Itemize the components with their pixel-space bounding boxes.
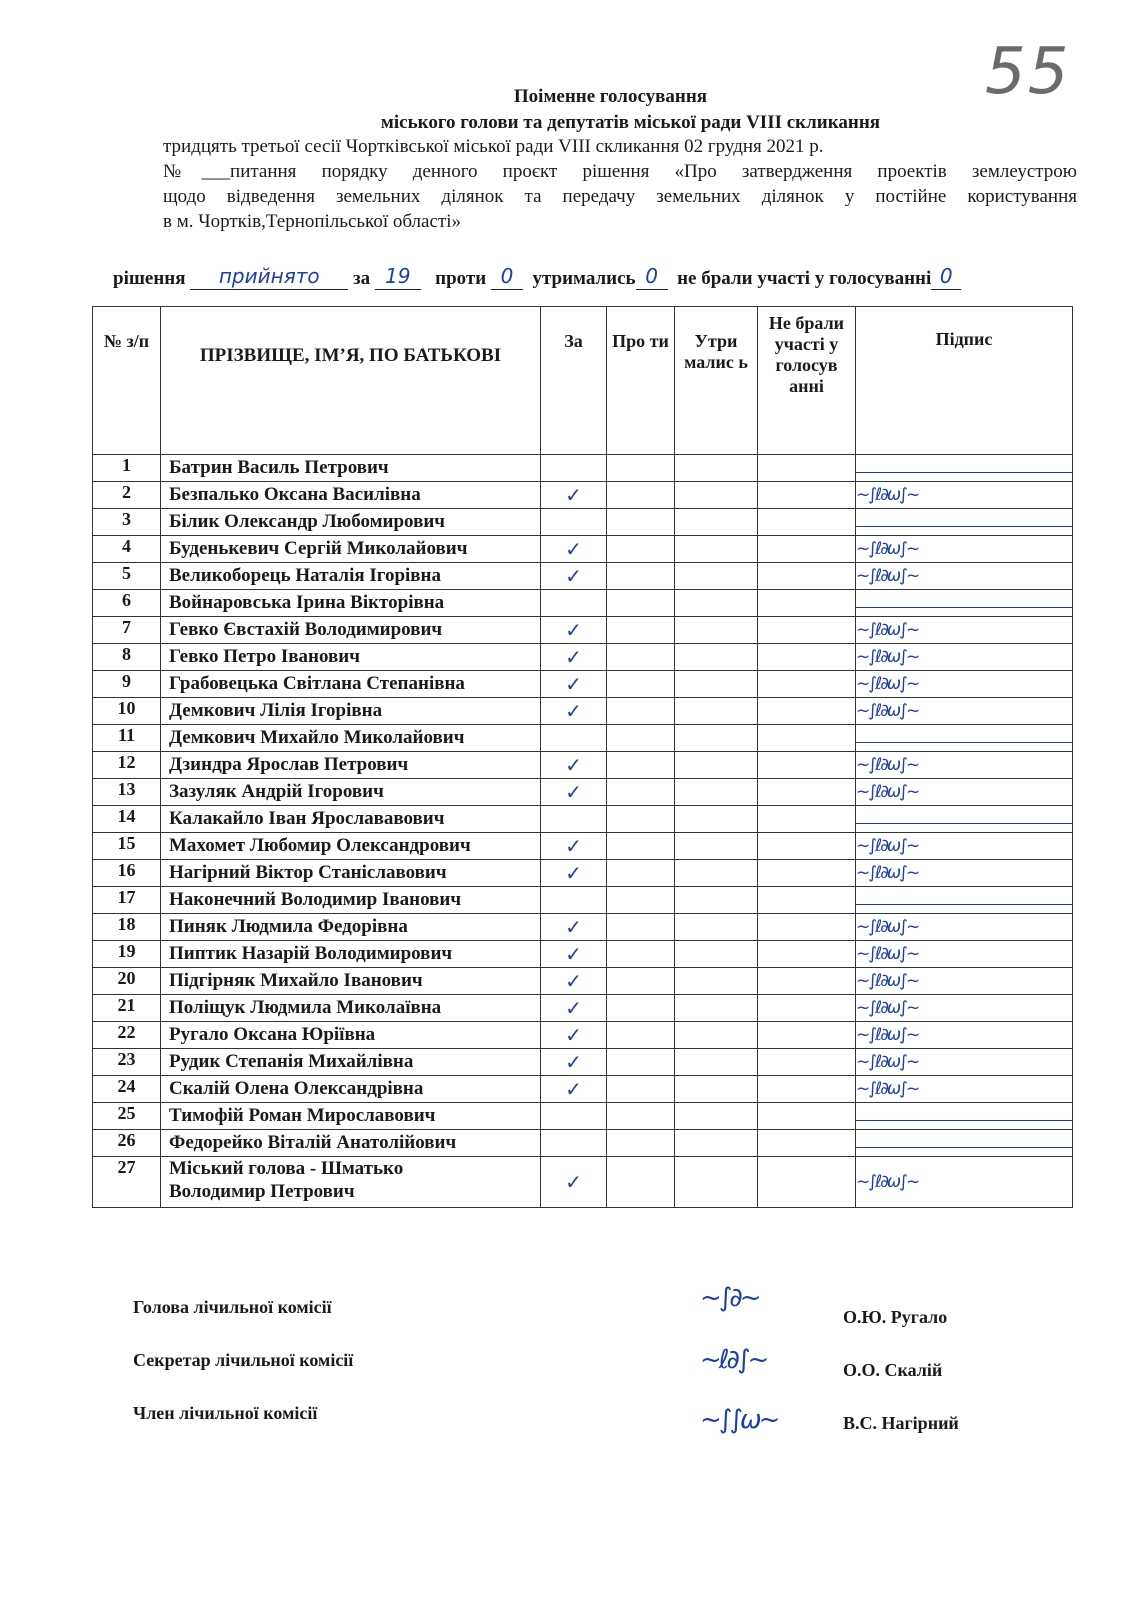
session-line-4: в м. Чортків,Тернопільської області» (163, 211, 461, 232)
table-row (93, 509, 1073, 536)
vote-not-participated-cell (758, 995, 856, 1022)
vote-abstained-cell (675, 1049, 758, 1076)
deputy-name: Скалій Олена Олександрівна (161, 1076, 541, 1103)
check-mark-icon: ✓ (565, 1077, 582, 1101)
check-mark-icon: ✓ (565, 861, 582, 885)
signature-cell: ~∫ℓ∂ω∫~ (856, 644, 1073, 671)
deputy-name: Білик Олександр Любомирович (161, 509, 541, 536)
vote-not-participated-cell (758, 1103, 856, 1130)
vote-for-cell (541, 455, 607, 482)
table-row (93, 644, 1073, 671)
vote-for-cell (541, 1157, 607, 1208)
vote-for-cell (541, 887, 607, 914)
vote-against-cell (607, 887, 675, 914)
vote-for-cell (541, 833, 607, 860)
table-row (93, 914, 1073, 941)
row-number: 9 (93, 671, 161, 698)
vote-not-participated-cell (758, 1049, 856, 1076)
deputy-name: Демкович Михайло Миколайович (161, 725, 541, 752)
document-title: Поіменне голосування (513, 86, 708, 107)
vote-for-cell (541, 644, 607, 671)
header-abstained: Утри малис ь (675, 307, 758, 455)
row-number: 17 (93, 887, 161, 914)
header-num: № з/п (93, 307, 161, 455)
vote-against-cell (607, 860, 675, 887)
deputy-name: Міський голова - Шматько Володимир Петрович (161, 1157, 541, 1208)
row-number: 4 (93, 536, 161, 563)
vote-for-cell (541, 482, 607, 509)
vote-abstained-cell (675, 590, 758, 617)
vote-abstained-cell (675, 509, 758, 536)
deputy-name: Підгірняк Михайло Іванович (161, 968, 541, 995)
deputy-name: Демкович Лілія Ігорівна (161, 698, 541, 725)
table-row (93, 455, 1073, 482)
row-number: 3 (93, 509, 161, 536)
signature-cell: ~∫ℓ∂ω∫~ (856, 752, 1073, 779)
vote-abstained-cell (675, 779, 758, 806)
vote-abstained-cell (675, 644, 758, 671)
vote-not-participated-cell (758, 698, 856, 725)
header-name: ПРІЗВИЩЕ, ІМ’Я, ПО БАТЬКОВІ (161, 307, 541, 455)
table-row (93, 671, 1073, 698)
signature-cell: ~∫ℓ∂ω∫~ (856, 482, 1073, 509)
row-number: 18 (93, 914, 161, 941)
vote-for-cell (541, 617, 607, 644)
deputy-name: Калакайло Іван Ярослававович (161, 806, 541, 833)
member-name: В.С. Нагірний (843, 1413, 959, 1433)
row-number: 7 (93, 617, 161, 644)
row-number: 19 (93, 941, 161, 968)
row-number: 22 (93, 1022, 161, 1049)
row-number: 11 (93, 725, 161, 752)
check-mark-icon: ✓ (565, 969, 582, 993)
deputy-name: Зазуляк Андрій Ігорович (161, 779, 541, 806)
table-row (93, 698, 1073, 725)
signature-cell (856, 590, 1073, 617)
check-mark-icon: ✓ (565, 942, 582, 966)
vote-for-cell (541, 752, 607, 779)
vote-not-participated-cell (758, 914, 856, 941)
vote-abstained-cell (675, 725, 758, 752)
table-row (93, 968, 1073, 995)
vote-against-cell (607, 509, 675, 536)
abstained-count: 0 (636, 265, 668, 290)
check-mark-icon: ✓ (565, 753, 582, 777)
vote-against-cell (607, 698, 675, 725)
row-number: 15 (93, 833, 161, 860)
vote-abstained-cell (675, 914, 758, 941)
row-number: 1 (93, 455, 161, 482)
header-not-participated: Не брали участі у голосув анні (758, 307, 856, 455)
vote-not-participated-cell (758, 617, 856, 644)
check-mark-icon: ✓ (565, 645, 582, 669)
session-description (163, 134, 1077, 234)
votes-table (92, 306, 1073, 1208)
vote-for-cell (541, 779, 607, 806)
table-row (93, 1130, 1073, 1157)
vote-not-participated-cell (758, 1076, 856, 1103)
vote-abstained-cell (675, 806, 758, 833)
signature-cell (856, 887, 1073, 914)
vote-against-cell (607, 806, 675, 833)
vote-against-cell (607, 563, 675, 590)
vote-not-participated-cell (758, 725, 856, 752)
row-number: 26 (93, 1130, 161, 1157)
table-row (93, 536, 1073, 563)
row-number: 2 (93, 482, 161, 509)
deputy-name: Дзиндра Ярослав Петрович (161, 752, 541, 779)
vote-not-participated-cell (758, 1157, 856, 1208)
vote-not-participated-cell (758, 833, 856, 860)
row-number: 13 (93, 779, 161, 806)
vote-abstained-cell (675, 1130, 758, 1157)
deputy-name: Войнаровська Ірина Вікторівна (161, 590, 541, 617)
vote-against-cell (607, 644, 675, 671)
check-mark-icon: ✓ (565, 483, 582, 507)
table-row (93, 833, 1073, 860)
against-label: проти (435, 268, 487, 289)
vote-abstained-cell (675, 968, 758, 995)
for-count: 19 (375, 265, 421, 290)
vote-for-cell (541, 725, 607, 752)
vote-against-cell (607, 941, 675, 968)
vote-abstained-cell (675, 887, 758, 914)
vote-for-cell (541, 698, 607, 725)
votes-table-body (93, 455, 1073, 1208)
row-number: 12 (93, 752, 161, 779)
deputy-name: Рудик Степанія Михайлівна (161, 1049, 541, 1076)
vote-abstained-cell (675, 455, 758, 482)
signature-cell: ~∫ℓ∂ω∫~ (856, 1157, 1073, 1208)
vote-against-cell (607, 752, 675, 779)
table-row (93, 1022, 1073, 1049)
vote-for-cell (541, 1022, 607, 1049)
not-participated-label: не брали участі у голосуванні (677, 268, 932, 289)
session-line-2: №___питання порядку денного проєкт рішення «Про затвердження проектів землеустрою (163, 161, 1077, 182)
vote-not-participated-cell (758, 509, 856, 536)
vote-against-cell (607, 1076, 675, 1103)
vote-for-cell (541, 1076, 607, 1103)
vote-for-cell (541, 536, 607, 563)
row-number: 5 (93, 563, 161, 590)
vote-abstained-cell (675, 617, 758, 644)
signature-cell (856, 455, 1073, 482)
vote-not-participated-cell (758, 941, 856, 968)
signature-cell: ~∫ℓ∂ω∫~ (856, 1049, 1073, 1076)
header-against: Про ти (607, 307, 675, 455)
decision-value: прийнято (190, 265, 348, 290)
deputy-name: Великоборець Наталія Ігорівна (161, 563, 541, 590)
deputy-name: Нагірний Віктор Станіславович (161, 860, 541, 887)
table-row (93, 887, 1073, 914)
table-row (93, 617, 1073, 644)
signature-cell (856, 509, 1073, 536)
vote-for-cell (541, 860, 607, 887)
handwritten-page-number: 55 (985, 35, 1071, 109)
row-number: 8 (93, 644, 161, 671)
row-number: 20 (93, 968, 161, 995)
vote-for-cell (541, 806, 607, 833)
vote-abstained-cell (675, 482, 758, 509)
secretary-label: Секретар лічильної комісії (133, 1350, 354, 1370)
table-row (93, 860, 1073, 887)
vote-against-cell (607, 1022, 675, 1049)
signature-cell (856, 1130, 1073, 1157)
decision-summary (113, 265, 961, 290)
vote-for-cell (541, 1049, 607, 1076)
signature-cell: ~∫ℓ∂ω∫~ (856, 1022, 1073, 1049)
row-number: 23 (93, 1049, 161, 1076)
vote-for-cell (541, 995, 607, 1022)
signature-cell: ~∫ℓ∂ω∫~ (856, 833, 1073, 860)
vote-not-participated-cell (758, 860, 856, 887)
vote-for-cell (541, 1103, 607, 1130)
vote-not-participated-cell (758, 590, 856, 617)
deputy-name: Махомет Любомир Олександрович (161, 833, 541, 860)
vote-against-cell (607, 482, 675, 509)
vote-abstained-cell (675, 671, 758, 698)
signature-cell: ~∫ℓ∂ω∫~ (856, 914, 1073, 941)
deputy-name: Поліщук Людмила Миколаївна (161, 995, 541, 1022)
vote-not-participated-cell (758, 968, 856, 995)
against-count: 0 (491, 265, 523, 290)
vote-not-participated-cell (758, 644, 856, 671)
deputy-name: Тимофій Роман Мирославович (161, 1103, 541, 1130)
for-label: за (353, 268, 371, 289)
signature-cell: ~∫ℓ∂ω∫~ (856, 617, 1073, 644)
signature-cell: ~∫ℓ∂ω∫~ (856, 1076, 1073, 1103)
vote-against-cell (607, 1157, 675, 1208)
vote-abstained-cell (675, 1076, 758, 1103)
check-mark-icon: ✓ (565, 780, 582, 804)
vote-for-cell (541, 941, 607, 968)
vote-abstained-cell (675, 860, 758, 887)
vote-not-participated-cell (758, 563, 856, 590)
deputy-name: Гевко Євстахій Володимирович (161, 617, 541, 644)
secretary-signature: ~ℓ∂∫~ (700, 1345, 767, 1375)
header-for: За (541, 307, 607, 455)
deputy-name: Пиптик Назарій Володимирович (161, 941, 541, 968)
table-row (93, 1103, 1073, 1130)
table-row (93, 752, 1073, 779)
table-row (93, 1049, 1073, 1076)
vote-not-participated-cell (758, 482, 856, 509)
vote-against-cell (607, 455, 675, 482)
signature-cell: ~∫ℓ∂ω∫~ (856, 941, 1073, 968)
check-mark-icon: ✓ (565, 834, 582, 858)
vote-not-participated-cell (758, 806, 856, 833)
signature-cell: ~∫ℓ∂ω∫~ (856, 995, 1073, 1022)
table-row (93, 1157, 1073, 1208)
abstained-label: утримались (532, 268, 636, 289)
vote-against-cell (607, 968, 675, 995)
deputy-name: Буденькевич Сергій Миколайович (161, 536, 541, 563)
signature-cell: ~∫ℓ∂ω∫~ (856, 779, 1073, 806)
signature-cell: ~∫ℓ∂ω∫~ (856, 563, 1073, 590)
vote-not-participated-cell (758, 1022, 856, 1049)
table-row (93, 590, 1073, 617)
vote-against-cell (607, 1130, 675, 1157)
vote-abstained-cell (675, 698, 758, 725)
table-row (93, 941, 1073, 968)
vote-for-cell (541, 590, 607, 617)
vote-for-cell (541, 671, 607, 698)
vote-not-participated-cell (758, 779, 856, 806)
check-mark-icon: ✓ (565, 1170, 582, 1194)
vote-not-participated-cell (758, 536, 856, 563)
vote-against-cell (607, 833, 675, 860)
vote-abstained-cell (675, 536, 758, 563)
check-mark-icon: ✓ (565, 996, 582, 1020)
check-mark-icon: ✓ (565, 672, 582, 696)
table-row (93, 482, 1073, 509)
table-row (93, 806, 1073, 833)
signature-cell: ~∫ℓ∂ω∫~ (856, 860, 1073, 887)
signature-cell: ~∫ℓ∂ω∫~ (856, 671, 1073, 698)
row-number: 10 (93, 698, 161, 725)
header-signature: Підпис (856, 307, 1073, 455)
vote-not-participated-cell (758, 455, 856, 482)
vote-for-cell (541, 968, 607, 995)
document-subtitle: міського голови та депутатів міської ради VIII скликання (380, 112, 881, 133)
signature-cell: ~∫ℓ∂ω∫~ (856, 698, 1073, 725)
vote-not-participated-cell (758, 752, 856, 779)
member-label: Член лічильної комісії (133, 1403, 318, 1423)
vote-not-participated-cell (758, 887, 856, 914)
member-signature: ~∫∫ω~ (700, 1405, 778, 1435)
vote-against-cell (607, 671, 675, 698)
chair-name: О.Ю. Ругало (843, 1307, 948, 1327)
vote-abstained-cell (675, 995, 758, 1022)
vote-against-cell (607, 536, 675, 563)
table-row (93, 725, 1073, 752)
vote-for-cell (541, 914, 607, 941)
row-number: 14 (93, 806, 161, 833)
deputy-name: Федорейко Віталій Анатолійович (161, 1130, 541, 1157)
signature-cell (856, 806, 1073, 833)
signature-cell: ~∫ℓ∂ω∫~ (856, 536, 1073, 563)
signature-cell (856, 725, 1073, 752)
check-mark-icon: ✓ (565, 699, 582, 723)
table-row (93, 779, 1073, 806)
deputy-name: Грабовецька Світлана Степанівна (161, 671, 541, 698)
deputy-name: Безпалько Оксана Василівна (161, 482, 541, 509)
table-row (93, 1076, 1073, 1103)
vote-abstained-cell (675, 833, 758, 860)
vote-for-cell (541, 1130, 607, 1157)
vote-abstained-cell (675, 1022, 758, 1049)
secretary-name: О.О. Скалій (843, 1360, 943, 1380)
vote-abstained-cell (675, 1157, 758, 1208)
vote-abstained-cell (675, 563, 758, 590)
check-mark-icon: ✓ (565, 618, 582, 642)
vote-against-cell (607, 725, 675, 752)
vote-against-cell (607, 914, 675, 941)
session-line-1: тридцять третьої сесії Чортківської міської ради VIII скликання 02 грудня 2021 р. (163, 136, 824, 157)
vote-abstained-cell (675, 1103, 758, 1130)
table-row (93, 563, 1073, 590)
not-participated-count: 0 (931, 265, 961, 290)
chair-signature: ~∫∂~ (700, 1283, 759, 1313)
table-row (93, 995, 1073, 1022)
row-number: 27 (93, 1157, 161, 1208)
check-mark-icon: ✓ (565, 1023, 582, 1047)
signature-cell (856, 1103, 1073, 1130)
deputy-name: Гевко Петро Іванович (161, 644, 541, 671)
vote-for-cell (541, 563, 607, 590)
table-header-row (93, 307, 1073, 455)
row-number: 16 (93, 860, 161, 887)
vote-abstained-cell (675, 941, 758, 968)
vote-not-participated-cell (758, 671, 856, 698)
deputy-name: Ругало Оксана Юріївна (161, 1022, 541, 1049)
row-number: 25 (93, 1103, 161, 1130)
vote-not-participated-cell (758, 1130, 856, 1157)
vote-against-cell (607, 995, 675, 1022)
vote-against-cell (607, 617, 675, 644)
signature-cell: ~∫ℓ∂ω∫~ (856, 968, 1073, 995)
chair-label: Голова лічильної комісії (133, 1297, 332, 1317)
row-number: 24 (93, 1076, 161, 1103)
deputy-name: Наконечний Володимир Іванович (161, 887, 541, 914)
check-mark-icon: ✓ (565, 915, 582, 939)
check-mark-icon: ✓ (565, 1050, 582, 1074)
row-number: 6 (93, 590, 161, 617)
vote-for-cell (541, 509, 607, 536)
check-mark-icon: ✓ (565, 564, 582, 588)
vote-against-cell (607, 590, 675, 617)
deputy-name: Батрин Василь Петрович (161, 455, 541, 482)
vote-abstained-cell (675, 752, 758, 779)
row-number: 21 (93, 995, 161, 1022)
vote-against-cell (607, 1103, 675, 1130)
decision-label: рішення (113, 268, 186, 289)
check-mark-icon: ✓ (565, 537, 582, 561)
session-line-3: щодо відведення земельних ділянок та передачу земельних ділянок у постійне користування (163, 186, 1077, 207)
deputy-name: Пиняк Людмила Федорівна (161, 914, 541, 941)
vote-against-cell (607, 1049, 675, 1076)
vote-against-cell (607, 779, 675, 806)
